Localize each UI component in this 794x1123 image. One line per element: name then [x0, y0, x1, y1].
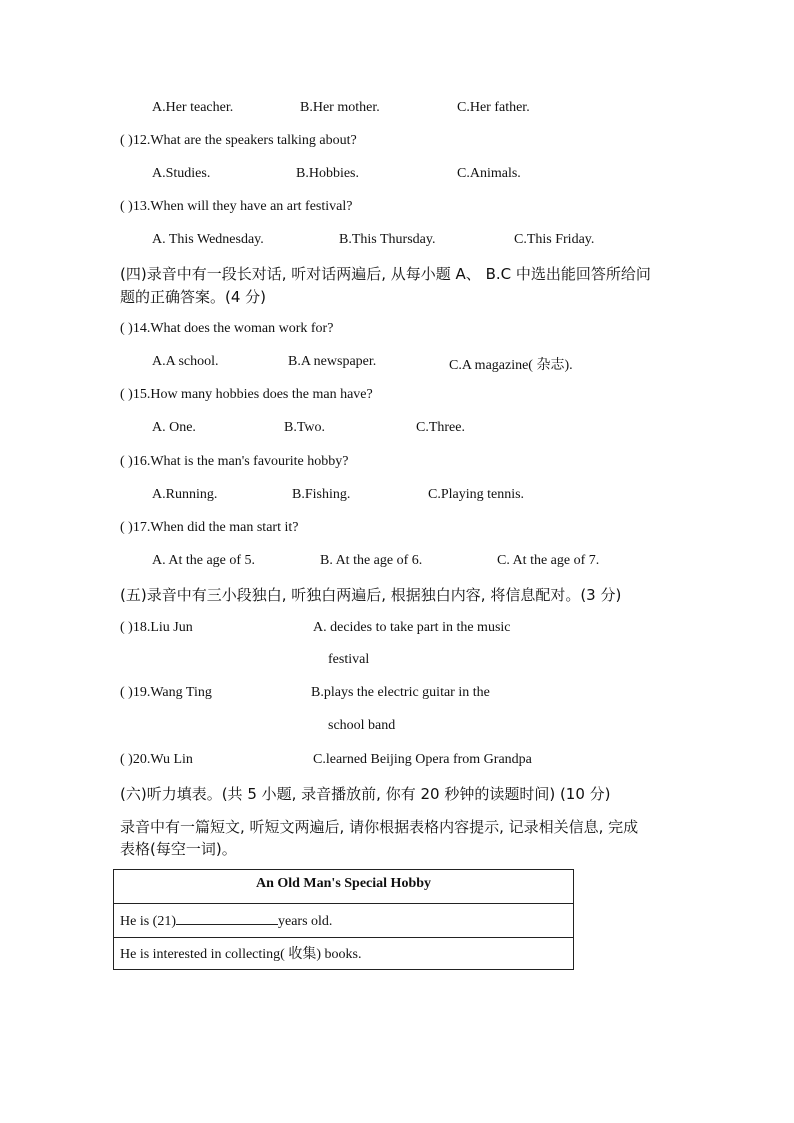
- question-prefix: ( )19.: [120, 685, 151, 700]
- question-text: How many hobbies does the man have?: [150, 387, 373, 402]
- match-name: Liu Jun: [150, 620, 193, 635]
- question-17: [120, 520, 298, 536]
- q11-option-c: C.Her father.: [457, 100, 530, 115]
- blank-prefix: He is (21): [120, 914, 176, 929]
- q17-option-c: C. At the age of 7.: [497, 553, 600, 568]
- q14-option-b: B.A newspaper.: [288, 354, 377, 369]
- question-prefix: ( )13.: [120, 199, 151, 214]
- table-row: [114, 904, 573, 938]
- question-prefix: ( )12.: [120, 133, 151, 148]
- q16-option-a: A.Running.: [152, 487, 218, 502]
- question-13: [120, 199, 352, 215]
- q13-option-c: C.This Friday.: [514, 232, 595, 247]
- q14-option-a: A.A school.: [152, 354, 219, 369]
- q17-option-b: B. At the age of 6.: [320, 553, 423, 568]
- q15-option-c: C.Three.: [416, 420, 465, 435]
- question-15: [120, 387, 373, 403]
- table-row-text: He is interested in collecting( 收集) books.: [120, 947, 362, 962]
- q13-option-b: B.This Thursday.: [339, 232, 436, 247]
- answer-blank-21[interactable]: [176, 912, 278, 925]
- q11-option-a: A.Her teacher.: [152, 100, 234, 115]
- q15-option-b: B.Two.: [284, 420, 326, 435]
- question-14: [120, 321, 333, 337]
- question-text: When will they have an art festival?: [150, 199, 353, 214]
- section-4-heading: (四)录音中有一段长对话, 听对话两遍后, 从每小题 A、 B.C 中选出能回答所给问: [120, 265, 651, 283]
- question-12: [120, 133, 357, 149]
- table-row-text: [120, 912, 332, 930]
- question-19: [120, 685, 212, 701]
- match-option-a-cont: festival: [328, 652, 370, 667]
- match-option-b-cont: school band: [328, 718, 396, 733]
- q12-option-c: C.Animals.: [457, 166, 521, 181]
- section-5-heading: (五)录音中有三小段独白, 听独白两遍后, 根据独白内容, 将信息配对。(3 分): [120, 586, 622, 604]
- question-prefix: ( )17.: [120, 520, 151, 535]
- q12-option-a: A.Studies.: [152, 166, 211, 181]
- question-prefix: ( )18.: [120, 620, 151, 635]
- question-16: [120, 454, 348, 470]
- question-18: [120, 620, 193, 636]
- q14-option-c: C.A magazine( 杂志).: [449, 358, 573, 373]
- section-6-instructions: 录音中有一篇短文, 听短文两遍后, 请你根据表格内容提示, 记录相关信息, 完成: [120, 818, 639, 836]
- q11-option-b: B.Her mother.: [300, 100, 380, 115]
- question-prefix: ( )14.: [120, 321, 151, 336]
- question-text: What are the speakers talking about?: [150, 133, 357, 148]
- question-text: When did the man start it?: [150, 520, 299, 535]
- q13-option-a: A. This Wednesday.: [152, 232, 264, 247]
- section-6-heading: (六)听力填表。(共 5 小题, 录音播放前, 你有 20 秒钟的读题时间) (10 分): [120, 785, 611, 803]
- match-name: Wang Ting: [150, 685, 212, 700]
- section-4-heading-cont: 题的正确答案。(4 分): [120, 288, 267, 306]
- question-20: [120, 752, 193, 768]
- question-prefix: ( )20.: [120, 752, 151, 767]
- hobby-table: [113, 869, 574, 970]
- match-option-a: A. decides to take part in the music: [313, 620, 511, 635]
- question-prefix: ( )15.: [120, 387, 151, 402]
- q16-option-b: B.Fishing.: [292, 487, 351, 502]
- match-option-c: C.learned Beijing Opera from Grandpa: [313, 752, 532, 767]
- match-name: Wu Lin: [150, 752, 193, 767]
- q17-option-a: A. At the age of 5.: [152, 553, 256, 568]
- section-6-instructions-cont: 表格(每空一词)。: [120, 840, 237, 858]
- question-prefix: ( )16.: [120, 454, 151, 469]
- question-text: What does the woman work for?: [150, 321, 334, 336]
- match-option-b: B.plays the electric guitar in the: [311, 685, 490, 700]
- q12-option-b: B.Hobbies.: [296, 166, 359, 181]
- q16-option-c: C.Playing tennis.: [428, 487, 525, 502]
- blank-suffix: years old.: [278, 914, 333, 929]
- table-title: An Old Man's Special Hobby: [255, 876, 432, 891]
- table-header-row: [114, 870, 573, 904]
- question-text: What is the man's favourite hobby?: [150, 454, 349, 469]
- q15-option-a: A. One.: [152, 420, 196, 435]
- table-row: [114, 938, 573, 970]
